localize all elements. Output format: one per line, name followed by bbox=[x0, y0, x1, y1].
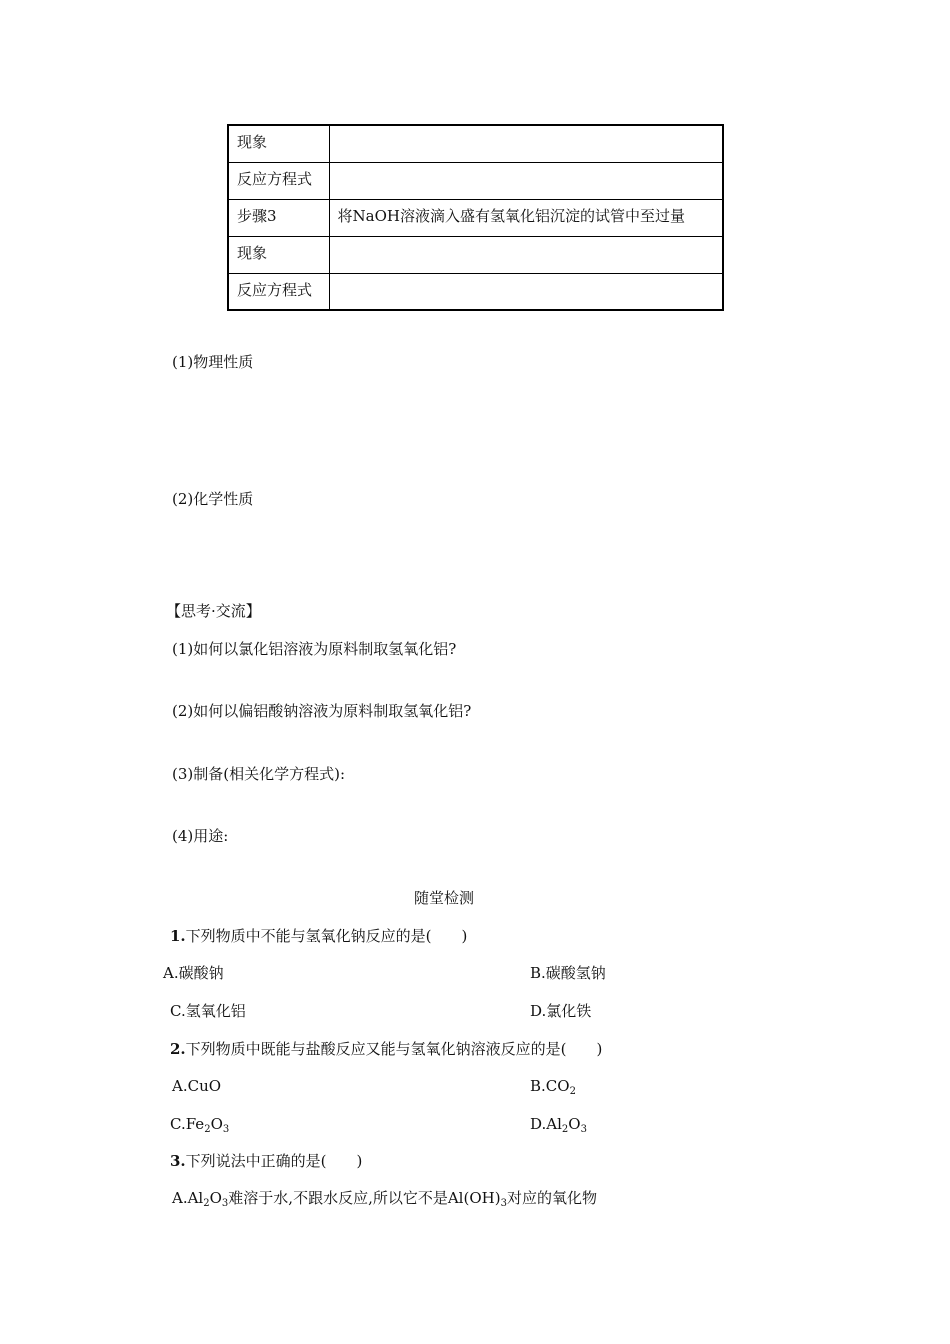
question-stem: 下列说法中正确的是( ) bbox=[185, 1152, 363, 1170]
quiz-question-1 bbox=[170, 926, 467, 946]
think-exchange-heading: 【思考·交流】 bbox=[166, 602, 261, 620]
option-a: A.碳酸钠 bbox=[163, 964, 224, 982]
physical-properties-heading: (1)物理性质 bbox=[172, 353, 254, 371]
option-a: $A.Al_2O_3$难溶于水,不跟水反应,所以它不是$Al(OH)_3$对应的氧化物 bbox=[172, 1189, 597, 1209]
row-content bbox=[329, 273, 723, 310]
option-a: A.CuO bbox=[172, 1077, 222, 1095]
row-label: 反应方程式 bbox=[228, 273, 329, 310]
option-b: B.碳酸氢钠 bbox=[530, 964, 606, 982]
option-d: $D.Al_2O_3$ bbox=[530, 1115, 587, 1135]
think-question-2: (2)如何以偏铝酸钠溶液为原料制取氢氧化铝? bbox=[172, 702, 472, 720]
row-content bbox=[329, 162, 723, 199]
option-b: $B.CO_2$ bbox=[530, 1077, 576, 1097]
row-content bbox=[329, 236, 723, 273]
table-row bbox=[228, 273, 723, 310]
question-stem: 下列物质中不能与氢氧化钠反应的是( ) bbox=[185, 927, 468, 945]
row-label: 反应方程式 bbox=[228, 162, 329, 199]
question-number: 3. bbox=[170, 1152, 186, 1170]
think-question-3: (3)制备(相关化学方程式): bbox=[172, 765, 346, 783]
question-stem: 下列物质中既能与盐酸反应又能与氢氧化钠溶液反应的是( ) bbox=[185, 1040, 603, 1058]
option-c: $C.Fe_2O_3$ bbox=[170, 1115, 230, 1135]
row-content bbox=[329, 125, 723, 162]
quiz-question-3 bbox=[170, 1151, 362, 1171]
experiment-table bbox=[227, 124, 724, 311]
table-row bbox=[228, 236, 723, 273]
think-question-1: (1)如何以氯化铝溶液为原料制取氢氧化铝? bbox=[172, 640, 457, 658]
table-row bbox=[228, 199, 723, 236]
row-label: 现象 bbox=[228, 125, 329, 162]
quiz-title: 随堂检测 bbox=[414, 889, 475, 907]
table-row bbox=[228, 125, 723, 162]
option-c: C.氢氧化铝 bbox=[170, 1002, 246, 1020]
option-d: D.氯化铁 bbox=[530, 1002, 592, 1020]
question-number: 1. bbox=[170, 927, 186, 945]
quiz-question-2 bbox=[170, 1039, 602, 1059]
chemical-properties-heading: (2)化学性质 bbox=[172, 490, 254, 508]
think-question-4: (4)用途: bbox=[172, 827, 229, 845]
row-label: 步骤3 bbox=[228, 199, 329, 236]
table-row bbox=[228, 162, 723, 199]
row-content: 将NaOH溶液滴入盛有氢氧化铝沉淀的试管中至过量 bbox=[329, 199, 723, 236]
question-number: 2. bbox=[170, 1040, 186, 1058]
row-label: 现象 bbox=[228, 236, 329, 273]
